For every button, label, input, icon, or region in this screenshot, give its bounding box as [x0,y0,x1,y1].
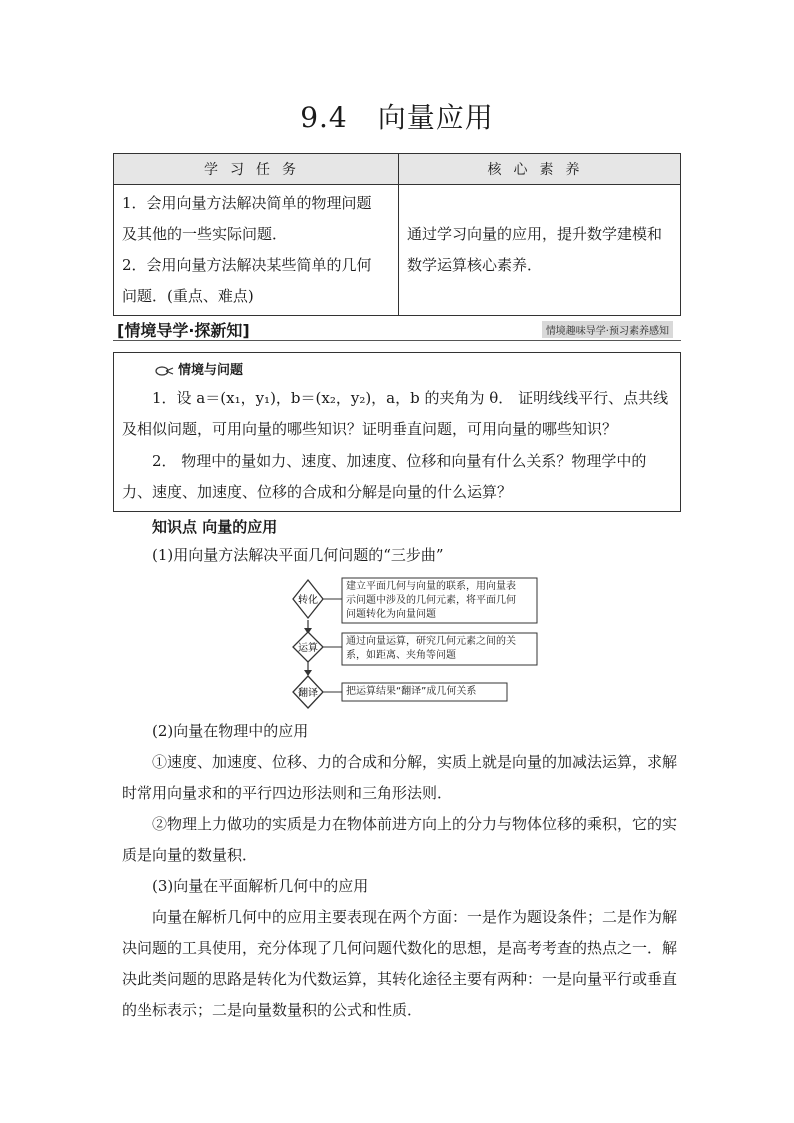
physics-paragraph-1: ①速度、加速度、位移、力的合成和分解，实质上就是向量的加减法运算，求解时常用向量求和的平行四边形法则和三角形法则． [122,753,678,802]
learning-tasks-cell [114,185,399,316]
page-title [0,96,794,136]
literacy-line: 数学运算核心素养． [407,256,543,274]
subheading-geometry: (1)用向量方法解决平面几何问题的“三步曲” [152,546,444,564]
subheading-physics: (2)向量在物理中的应用 [152,722,309,740]
flow-desc-2 [346,635,516,663]
task-line: 及其他的一些实际问题． [122,225,288,243]
section-heading: [情境导学·探新知] [117,321,250,340]
scenario-heading-text: 情境与问题 [178,363,244,378]
scenario-question-1: 1．设 a＝(x₁，y₁)，b＝(x₂，y₂)，a，b 的夹角为 θ． 证明线线平行、点共线及相似问题，可用向量的哪些知识？证明垂直问题，可用向量的哪些知识？ [122,389,669,438]
literacy-line: 通过学习向量的应用，提升数学建模和 [407,225,663,243]
three-step-flowchart [280,575,540,715]
task-line: 1．会用向量方法解决简单的物理问题 [122,194,372,212]
flow-desc-line: 示问题中涉及的几何元素，将平面几何 [346,595,516,606]
section-bar [113,318,681,341]
knowledge-point-heading: 知识点 向量的应用 [152,518,278,536]
flow-step-2-label: 运算 [298,643,318,654]
analytic-geometry-paragraph: 向量在解析几何中的应用主要表现在两个方面：一是作为题设条件；二是作为解决问题的工具使用，充分体现了几何问题代数化的思想，是高考考查的热点之一．解决此类问题的思路是转化为代数运算，其转化途径主要有两种：一是向量平行或垂直的坐标表示；二是向量数量积的公式和性质． [122,908,678,1019]
task-line: 2．会用向量方法解决某些简单的几何 [122,256,372,274]
scenario-icon [154,365,174,377]
flow-desc-line: 建立平面几何与向量的联系，用向量表 [346,581,516,592]
flow-desc-line: 系，如距离、夹角等问题 [346,650,456,661]
flow-step-3-label: 翻译 [298,688,318,699]
flow-desc-3 [346,685,476,699]
flow-desc-line: 问题转化为向量问题 [346,609,436,620]
header-learning-tasks: 学习任务 [114,154,399,185]
flow-desc-line: 通过向量运算，研究几何元素之间的关 [346,636,516,647]
learning-goals-table [113,153,681,316]
scenario-question-2: 2． 物理中的量如力、速度、加速度、位移和向量有什么关系？物理学中的力、速度、加速度、位移的合成和分解是向量的什么运算？ [122,452,647,501]
physics-paragraph-2: ②物理上力做功的实质是力在物体前进方向上的分力与物体位移的乘积，它的实质是向量的数量积． [122,815,678,864]
header-core-literacy: 核心素养 [399,154,681,185]
subheading-analytic-geometry: (3)向量在平面解析几何中的应用 [152,877,369,895]
flow-step-1-label: 转化 [298,595,318,606]
scenario-box [113,352,681,512]
section-title: 向量应用 [377,101,494,134]
section-tag: 情境趣味导学·预习素养感知 [542,321,673,338]
flow-desc-line: 把运算结果“翻译”成几何关系 [346,686,477,697]
task-line: 问题．(重点、难点) [122,287,254,305]
flow-desc-1 [346,580,516,622]
core-literacy-cell [399,185,681,316]
scenario-heading [154,359,243,378]
section-number: 9.4 [300,101,348,134]
